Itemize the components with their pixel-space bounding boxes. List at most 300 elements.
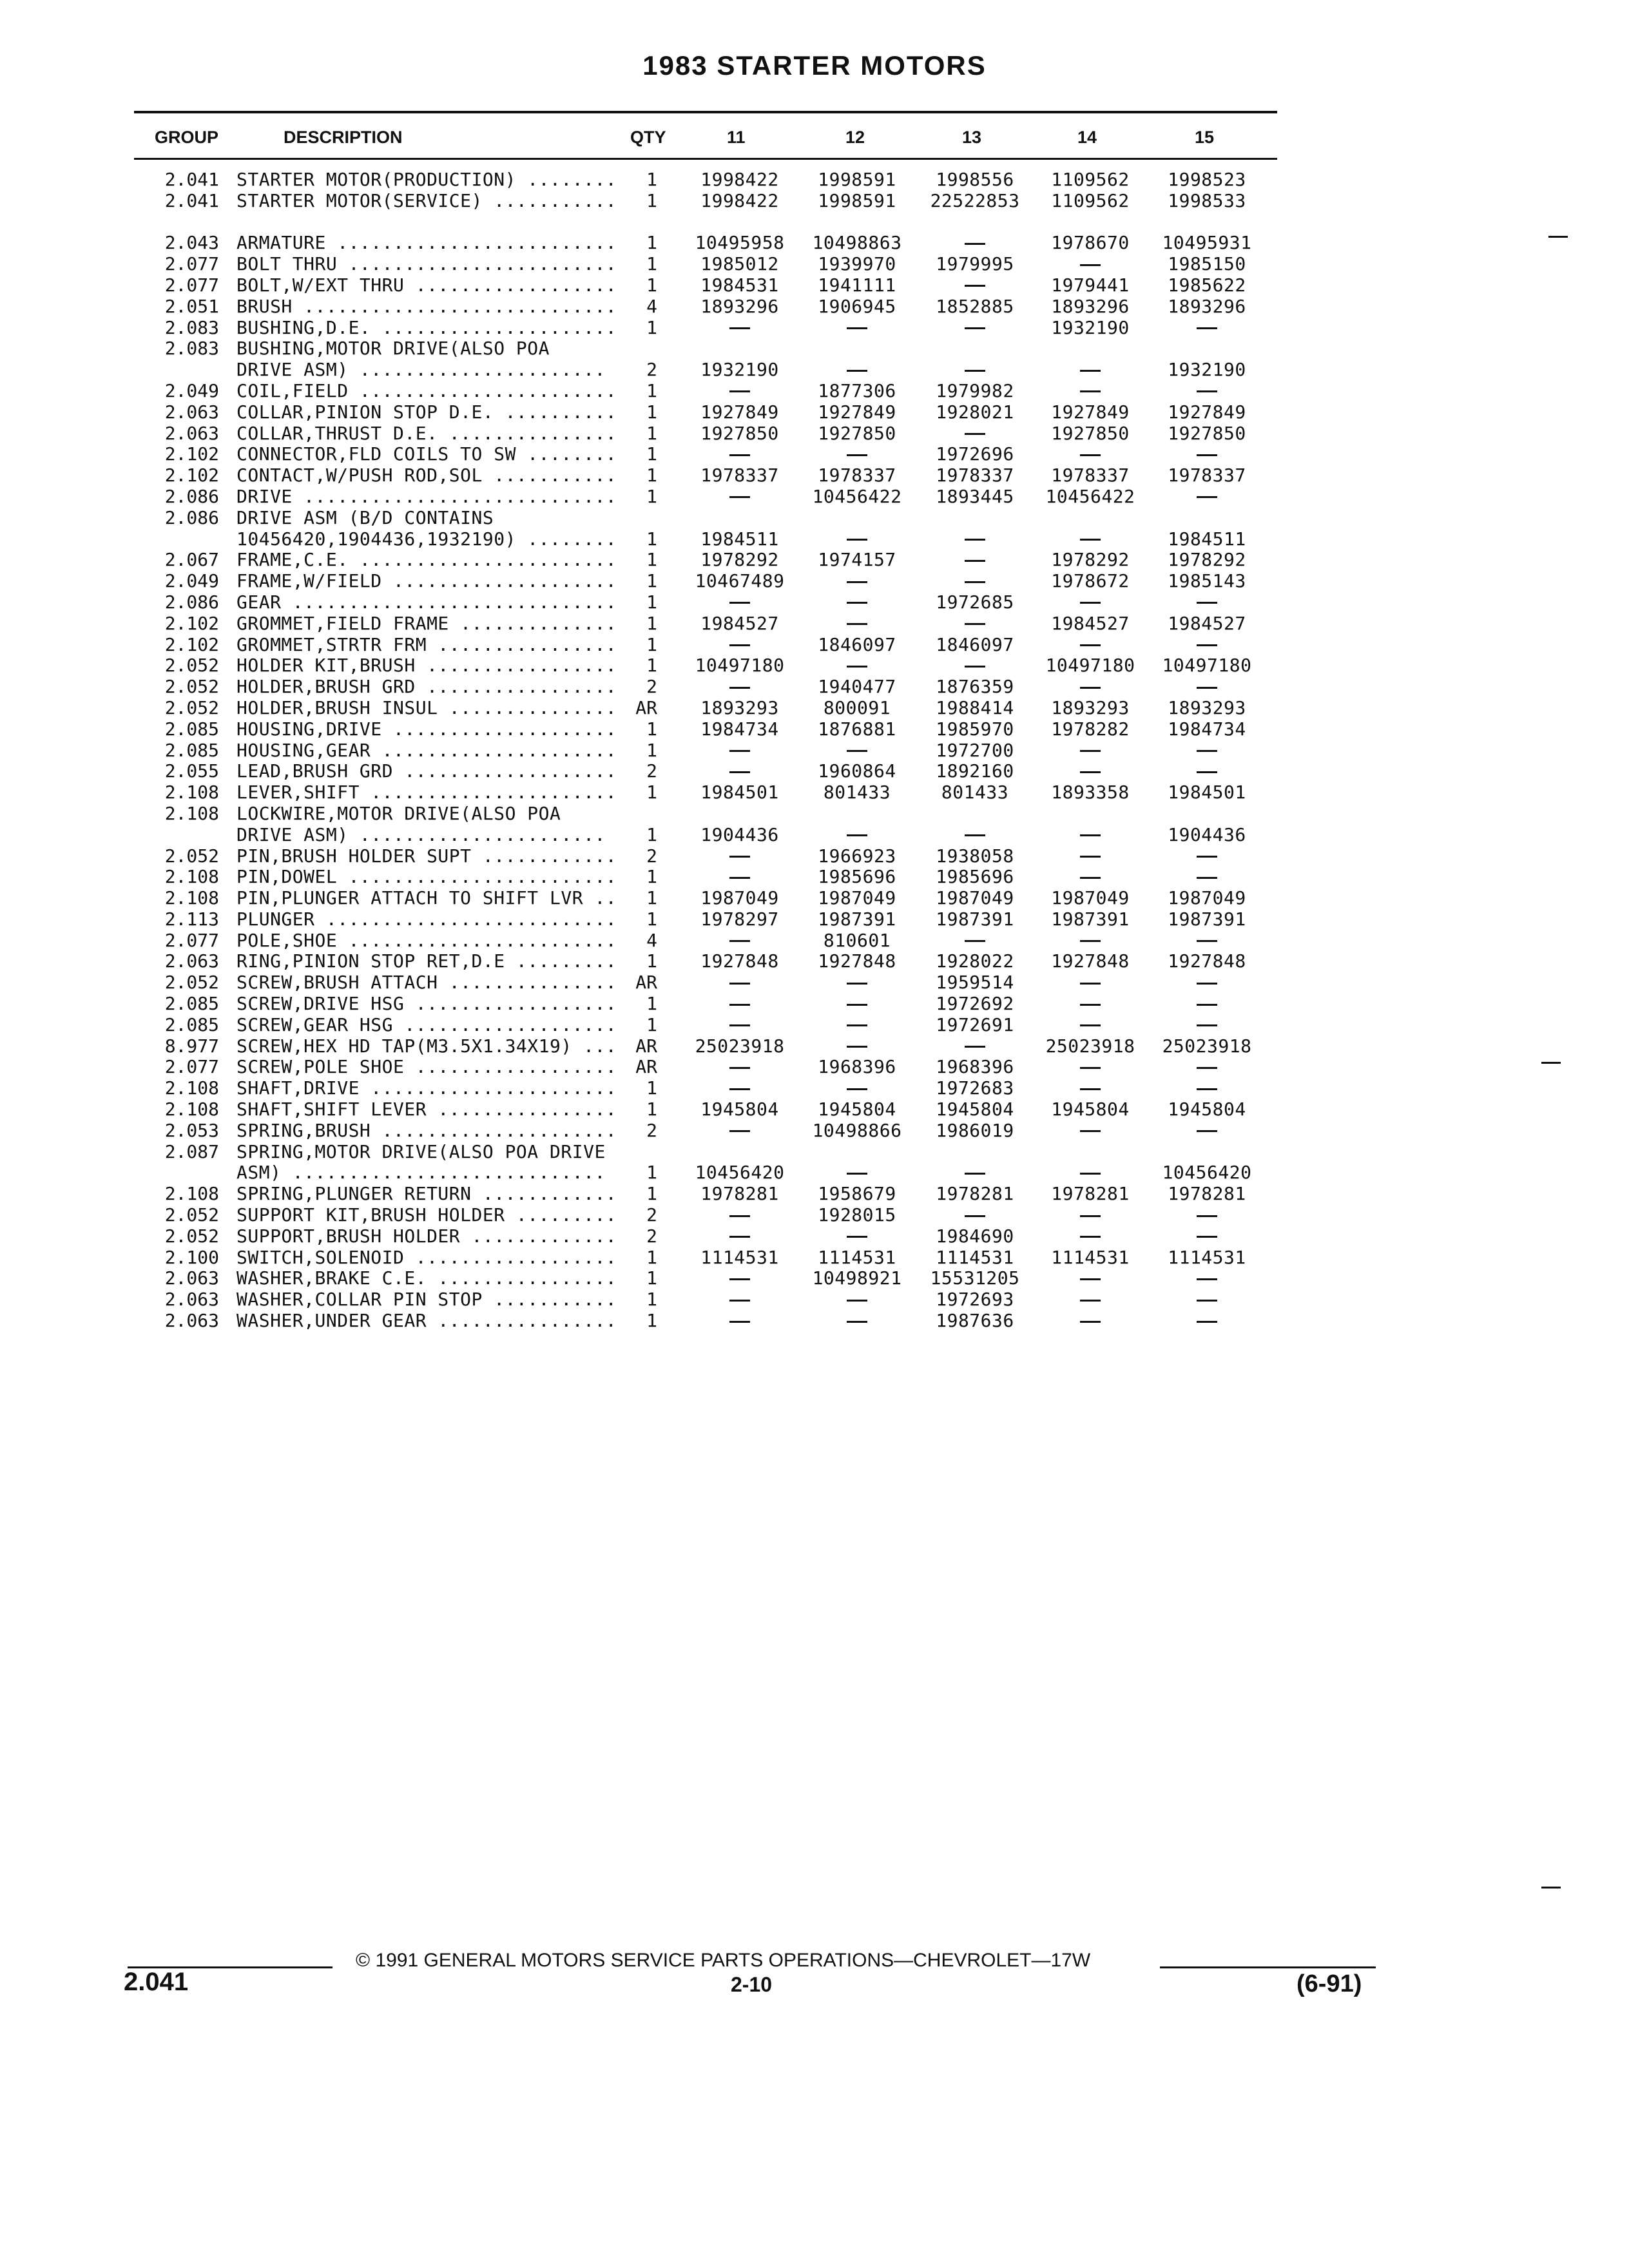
not-applicable-dash xyxy=(679,318,801,339)
dash-mark xyxy=(729,687,750,689)
header-model-14: 14 xyxy=(1077,128,1097,147)
part-number-cell: 1927849 xyxy=(700,401,779,423)
qty-cell: 1 xyxy=(646,908,657,930)
table-row xyxy=(0,1184,1629,1205)
part-number-cell: 1985012 xyxy=(700,253,779,275)
footer-section: 2.041 xyxy=(124,1968,189,1996)
dash-mark xyxy=(1080,750,1101,752)
not-applicable-dash xyxy=(914,1162,1036,1184)
not-applicable-dash xyxy=(679,972,801,994)
dash-mark xyxy=(1197,983,1217,985)
dash-mark xyxy=(965,581,985,583)
not-applicable-dash xyxy=(679,1120,801,1142)
part-number-cell: 10467489 xyxy=(695,570,785,592)
not-applicable-dash xyxy=(1029,867,1152,888)
table-row xyxy=(0,338,1629,360)
description-cell: PIN,PLUNGER ATTACH TO SHIFT LVR .. xyxy=(236,887,617,909)
qty-cell: 1 xyxy=(646,169,657,190)
dash-mark xyxy=(965,940,985,942)
not-applicable-dash xyxy=(1029,846,1152,867)
dash-mark xyxy=(847,834,867,836)
part-number-cell: 10497180 xyxy=(695,655,785,677)
not-applicable-dash xyxy=(1029,1078,1152,1099)
part-number-cell: 1987049 xyxy=(1168,887,1246,909)
group-cell: 2.100 xyxy=(164,1246,219,1268)
not-applicable-dash xyxy=(914,318,1036,339)
dash-mark xyxy=(729,1130,750,1132)
header-model-15: 15 xyxy=(1195,128,1215,147)
dash-mark xyxy=(729,1215,750,1217)
part-number-cell: 801433 xyxy=(941,782,1009,803)
qty-cell: 1 xyxy=(646,422,657,444)
table-row xyxy=(0,275,1629,296)
group-cell: 2.063 xyxy=(164,950,219,972)
description-cell: PIN,BRUSH HOLDER SUPT ............ xyxy=(236,845,617,867)
not-applicable-dash xyxy=(914,1036,1036,1057)
table-row xyxy=(0,613,1629,635)
dash-mark xyxy=(729,327,750,329)
part-number-cell: 1987391 xyxy=(936,908,1014,930)
description-cell: WASHER,COLLAR PIN STOP ........... xyxy=(236,1289,617,1311)
not-applicable-dash xyxy=(679,1015,801,1036)
part-number-cell: 1978282 xyxy=(1051,718,1130,740)
part-number-cell: 1892160 xyxy=(936,760,1014,782)
group-cell: 2.063 xyxy=(164,1310,219,1332)
part-number-cell: 1945804 xyxy=(1051,1099,1130,1120)
not-applicable-dash xyxy=(679,1226,801,1247)
table-row xyxy=(0,698,1629,719)
not-applicable-dash xyxy=(679,486,801,508)
part-number-cell: 1928015 xyxy=(818,1204,896,1226)
page-title: 1983 STARTER MOTORS xyxy=(642,50,987,81)
part-number-cell: 1978292 xyxy=(1168,549,1246,571)
not-applicable-dash xyxy=(1029,381,1152,402)
header-description: DESCRIPTION xyxy=(284,128,403,147)
group-cell: 2.063 xyxy=(164,401,219,423)
part-number-cell: 1984527 xyxy=(1168,612,1246,634)
description-cell: COLLAR,THRUST D.E. ............... xyxy=(236,422,617,444)
dash-mark xyxy=(1080,1300,1101,1302)
not-applicable-dash xyxy=(796,972,918,994)
group-cell: 2.049 xyxy=(164,380,219,401)
description-cell: LEVER,SHIFT ...................... xyxy=(236,782,617,803)
not-applicable-dash xyxy=(1146,677,1268,698)
dash-mark xyxy=(1080,1130,1101,1132)
part-number-cell: 1978337 xyxy=(1051,465,1130,486)
not-applicable-dash xyxy=(679,867,801,888)
part-number-cell: 1927850 xyxy=(818,422,896,444)
not-applicable-dash xyxy=(796,1289,918,1311)
top-rule xyxy=(134,111,1277,113)
header-model-13: 13 xyxy=(962,128,982,147)
description-cell: CONNECTOR,FLD COILS TO SW ........ xyxy=(236,443,617,465)
not-applicable-dash xyxy=(1146,444,1268,465)
part-number-cell: 1938058 xyxy=(936,845,1014,867)
part-number-cell: 1893293 xyxy=(700,697,779,718)
table-row xyxy=(0,972,1629,994)
dash-mark xyxy=(729,644,750,646)
qty-cell: 1 xyxy=(646,782,657,803)
part-number-cell: 1945804 xyxy=(818,1099,896,1120)
description-cell: SWITCH,SOLENOID .................. xyxy=(236,1246,617,1268)
dash-mark xyxy=(965,1173,985,1175)
qty-cell: 1 xyxy=(646,1099,657,1120)
part-number-cell: 1972685 xyxy=(936,591,1014,613)
not-applicable-dash xyxy=(1146,1311,1268,1332)
description-cell: FRAME,W/FIELD .................... xyxy=(236,570,617,592)
part-number-cell: 1984501 xyxy=(1168,782,1246,803)
description-cell: DRIVE ASM) ...................... xyxy=(236,823,606,845)
group-cell: 2.063 xyxy=(164,422,219,444)
part-number-cell: 1985970 xyxy=(936,718,1014,740)
dash-mark xyxy=(729,602,750,604)
not-applicable-dash xyxy=(679,444,801,465)
table-row xyxy=(0,1078,1629,1099)
part-number-cell: 1904436 xyxy=(1168,823,1246,845)
not-applicable-dash xyxy=(1146,1205,1268,1226)
part-number-cell: 1978281 xyxy=(700,1183,779,1205)
part-number-cell: 1972693 xyxy=(936,1289,1014,1311)
description-cell: 10456420,1904436,1932190) ........ xyxy=(236,528,617,550)
not-applicable-dash xyxy=(796,1162,918,1184)
qty-cell: 1 xyxy=(646,528,657,550)
group-cell: 2.108 xyxy=(164,887,219,909)
part-number-cell: 1985150 xyxy=(1168,253,1246,275)
dash-mark xyxy=(1197,771,1217,773)
qty-cell: 1 xyxy=(646,1183,657,1205)
dash-mark xyxy=(847,623,867,625)
margin-mark xyxy=(1541,1062,1561,1064)
table-row xyxy=(0,318,1629,339)
part-number-cell: 1928022 xyxy=(936,950,1014,972)
part-number-cell: 1998556 xyxy=(936,169,1014,190)
header-rule xyxy=(134,158,1277,160)
table-row xyxy=(0,1226,1629,1247)
dash-mark xyxy=(1197,644,1217,646)
description-cell: SHAFT,SHIFT LEVER ................ xyxy=(236,1099,617,1120)
qty-cell: 1 xyxy=(646,591,657,613)
not-applicable-dash xyxy=(1146,1268,1268,1289)
group-cell: 2.063 xyxy=(164,1267,219,1289)
group-cell: 2.085 xyxy=(164,1014,219,1035)
part-number-cell: 1987391 xyxy=(818,908,896,930)
part-number-cell: 1978292 xyxy=(700,549,779,571)
part-number-cell: 1927849 xyxy=(1051,401,1130,423)
not-applicable-dash xyxy=(796,592,918,613)
part-number-cell: 801433 xyxy=(823,782,891,803)
dash-mark xyxy=(1080,539,1101,541)
part-number-cell: 1987049 xyxy=(818,887,896,909)
part-number-cell: 1987391 xyxy=(1051,908,1130,930)
not-applicable-dash xyxy=(1029,444,1152,465)
dash-mark xyxy=(1080,1278,1101,1280)
not-applicable-dash xyxy=(914,360,1036,381)
table-row xyxy=(0,867,1629,888)
part-number-cell: 1984531 xyxy=(700,274,779,296)
dash-mark xyxy=(1197,1236,1217,1238)
dash-mark xyxy=(847,1173,867,1175)
part-number-cell: 1932190 xyxy=(1051,316,1130,338)
group-cell: 2.052 xyxy=(164,1225,219,1247)
group-cell: 2.102 xyxy=(164,633,219,655)
group-cell: 2.083 xyxy=(164,316,219,338)
not-applicable-dash xyxy=(1146,1078,1268,1099)
not-applicable-dash xyxy=(914,571,1036,592)
part-number-cell: 1893296 xyxy=(700,295,779,317)
not-applicable-dash xyxy=(796,1036,918,1057)
part-number-cell: 1972700 xyxy=(936,739,1014,761)
dash-mark xyxy=(729,1004,750,1006)
qty-cell: 2 xyxy=(646,359,657,381)
part-number-cell: 1979982 xyxy=(936,380,1014,401)
not-applicable-dash xyxy=(679,1268,801,1289)
part-number-cell: 810601 xyxy=(823,929,891,951)
qty-cell: 2 xyxy=(646,1204,657,1226)
dash-mark xyxy=(1197,687,1217,689)
part-number-cell: 1984527 xyxy=(1051,612,1130,634)
dash-mark xyxy=(965,433,985,435)
group-cell: 2.102 xyxy=(164,465,219,486)
not-applicable-dash xyxy=(796,1311,918,1332)
group-cell: 2.051 xyxy=(164,295,219,317)
not-applicable-dash xyxy=(1029,529,1152,550)
part-number-cell: 1960864 xyxy=(818,760,896,782)
part-number-cell: 15531205 xyxy=(930,1267,1020,1289)
part-number-cell: 1979995 xyxy=(936,253,1014,275)
dash-mark xyxy=(847,581,867,583)
not-applicable-dash xyxy=(914,550,1036,571)
not-applicable-dash xyxy=(1029,592,1152,613)
not-applicable-dash xyxy=(1029,740,1152,762)
description-cell: LOCKWIRE,MOTOR DRIVE(ALSO POA xyxy=(236,802,561,824)
part-number-cell: 1114531 xyxy=(1051,1246,1130,1268)
part-number-cell: 1927849 xyxy=(1168,401,1246,423)
description-cell: RING,PINION STOP RET,D.E ......... xyxy=(236,950,617,972)
part-number-cell: 1978297 xyxy=(700,908,779,930)
not-applicable-dash xyxy=(679,846,801,867)
part-number-cell: 25023918 xyxy=(1045,1035,1135,1057)
table-row xyxy=(0,951,1629,972)
table-row xyxy=(0,846,1629,867)
dash-mark xyxy=(965,285,985,287)
part-number-cell: 1978281 xyxy=(1051,1183,1130,1205)
part-number-cell: 10498921 xyxy=(812,1267,902,1289)
dash-mark xyxy=(729,771,750,773)
qty-cell: 1 xyxy=(646,633,657,655)
part-number-cell: 1846097 xyxy=(818,633,896,655)
part-number-cell: 1998422 xyxy=(700,189,779,211)
part-number-cell: 1978281 xyxy=(936,1183,1014,1205)
qty-cell: AR xyxy=(635,972,657,994)
dash-mark xyxy=(1197,1004,1217,1006)
qty-cell: 1 xyxy=(646,950,657,972)
group-cell: 2.085 xyxy=(164,718,219,740)
dash-mark xyxy=(847,1300,867,1302)
qty-cell: 1 xyxy=(646,1310,657,1332)
group-cell: 2.041 xyxy=(164,189,219,211)
group-cell: 2.043 xyxy=(164,232,219,254)
part-number-cell: 1945804 xyxy=(1168,1099,1246,1120)
dash-mark xyxy=(729,1321,750,1323)
dash-mark xyxy=(847,666,867,668)
part-number-cell: 1877306 xyxy=(818,380,896,401)
not-applicable-dash xyxy=(1029,254,1152,275)
qty-cell: 1 xyxy=(646,887,657,909)
group-cell: 2.108 xyxy=(164,1099,219,1120)
footer-page-number: 2-10 xyxy=(731,1973,773,1996)
group-cell: 2.077 xyxy=(164,274,219,296)
footer-copyright: © 1991 GENERAL MOTORS SERVICE PARTS OPERATIONS—CHEVROLET—17W xyxy=(356,1950,1091,1971)
part-number-cell: 1927849 xyxy=(818,401,896,423)
table-row xyxy=(0,550,1629,571)
part-number-cell: 1984690 xyxy=(936,1225,1014,1247)
part-number-cell: 1893296 xyxy=(1051,295,1130,317)
group-cell: 2.108 xyxy=(164,866,219,888)
table-row xyxy=(0,254,1629,275)
part-number-cell: 1893293 xyxy=(1168,697,1246,718)
qty-cell: 1 xyxy=(646,823,657,845)
dash-mark xyxy=(1080,370,1101,372)
description-cell: SCREW,BRUSH ATTACH ............... xyxy=(236,972,617,994)
part-number-cell: 10456422 xyxy=(1045,485,1135,507)
dash-mark xyxy=(1080,1067,1101,1069)
not-applicable-dash xyxy=(679,381,801,402)
description-cell: GROMMET,FIELD FRAME .............. xyxy=(236,612,617,634)
dash-mark xyxy=(729,750,750,752)
group-cell: 2.052 xyxy=(164,972,219,994)
part-number-cell: 1998533 xyxy=(1168,189,1246,211)
qty-cell: 2 xyxy=(646,1225,657,1247)
table-row xyxy=(0,571,1629,592)
dash-mark xyxy=(1080,264,1101,266)
description-cell: SCREW,GEAR HSG ................... xyxy=(236,1014,617,1035)
table-row xyxy=(0,825,1629,846)
not-applicable-dash xyxy=(796,529,918,550)
part-number-cell: 1893293 xyxy=(1051,697,1130,718)
dash-mark xyxy=(965,666,985,668)
description-cell: SUPPORT KIT,BRUSH HOLDER ......... xyxy=(236,1204,617,1226)
qty-cell: 1 xyxy=(646,1267,657,1289)
not-applicable-dash xyxy=(1029,1205,1152,1226)
not-applicable-dash xyxy=(796,1226,918,1247)
table-row xyxy=(0,1289,1629,1311)
dash-mark xyxy=(729,1300,750,1302)
description-cell: DRIVE ............................ xyxy=(236,485,617,507)
part-number-cell: 22522853 xyxy=(930,189,1020,211)
not-applicable-dash xyxy=(796,825,918,846)
not-applicable-dash xyxy=(796,571,918,592)
table-row xyxy=(0,465,1629,486)
dash-mark xyxy=(1080,454,1101,456)
header-qty: QTY xyxy=(630,128,666,147)
description-cell: DRIVE ASM (B/D CONTAINS xyxy=(236,506,494,528)
header-model-12: 12 xyxy=(845,128,865,147)
dash-mark xyxy=(1080,1024,1101,1026)
part-number-cell: 1852885 xyxy=(936,295,1014,317)
dash-mark xyxy=(729,1024,750,1026)
table-row xyxy=(0,740,1629,762)
dash-mark xyxy=(965,327,985,329)
not-applicable-dash xyxy=(796,994,918,1015)
table-row xyxy=(0,592,1629,613)
part-number-cell: 1984511 xyxy=(700,528,779,550)
dash-mark xyxy=(1197,1130,1217,1132)
group-cell: 2.052 xyxy=(164,676,219,698)
part-number-cell: 1984527 xyxy=(700,612,779,634)
dash-mark xyxy=(1197,496,1217,498)
description-cell: ASM) ............................ xyxy=(236,1162,606,1184)
group-cell: 2.086 xyxy=(164,591,219,613)
group-cell: 8.977 xyxy=(164,1035,219,1057)
group-cell: 2.083 xyxy=(164,338,219,360)
not-applicable-dash xyxy=(1146,846,1268,867)
group-cell: 2.052 xyxy=(164,1204,219,1226)
header-group: GROUP xyxy=(155,128,219,147)
part-number-cell: 1978670 xyxy=(1051,232,1130,254)
part-number-cell: 1114531 xyxy=(700,1246,779,1268)
description-cell: COLLAR,PINION STOP D.E. .......... xyxy=(236,401,617,423)
description-cell: SUPPORT,BRUSH HOLDER ............. xyxy=(236,1225,617,1247)
not-applicable-dash xyxy=(1146,930,1268,952)
dash-mark xyxy=(729,496,750,498)
part-number-cell: 1906945 xyxy=(818,295,896,317)
qty-cell: 1 xyxy=(646,1246,657,1268)
dash-mark xyxy=(965,1215,985,1217)
not-applicable-dash xyxy=(1146,867,1268,888)
not-applicable-dash xyxy=(679,930,801,952)
table-row xyxy=(0,381,1629,402)
group-cell: 2.108 xyxy=(164,782,219,803)
qty-cell: 1 xyxy=(646,401,657,423)
dash-mark xyxy=(729,1236,750,1238)
not-applicable-dash xyxy=(914,423,1036,445)
not-applicable-dash xyxy=(914,275,1036,296)
not-applicable-dash xyxy=(1146,1015,1268,1036)
part-number-cell: 1939970 xyxy=(818,253,896,275)
qty-cell: 1 xyxy=(646,1289,657,1311)
group-cell: 2.055 xyxy=(164,760,219,782)
margin-mark xyxy=(1541,1887,1561,1888)
part-number-cell: 1941111 xyxy=(818,274,896,296)
description-cell: SPRING,MOTOR DRIVE(ALSO POA DRIVE xyxy=(236,1140,606,1162)
description-cell: BUSHING,D.E. ..................... xyxy=(236,316,617,338)
not-applicable-dash xyxy=(796,318,918,339)
table-row xyxy=(0,1205,1629,1226)
dash-mark xyxy=(847,327,867,329)
qty-cell: 2 xyxy=(646,760,657,782)
footer-date: (6-91) xyxy=(1296,1970,1362,1997)
description-cell: POLE,SHOE ........................ xyxy=(236,929,617,951)
dash-mark xyxy=(729,454,750,456)
dash-mark xyxy=(729,1278,750,1280)
qty-cell: 1 xyxy=(646,1077,657,1099)
not-applicable-dash xyxy=(1029,360,1152,381)
dash-mark xyxy=(1080,877,1101,879)
dash-mark xyxy=(847,983,867,985)
not-applicable-dash xyxy=(1029,1162,1152,1184)
description-cell: COIL,FIELD ....................... xyxy=(236,380,617,401)
table-row xyxy=(0,423,1629,445)
dash-mark xyxy=(1197,602,1217,604)
dash-mark xyxy=(1080,856,1101,858)
not-applicable-dash xyxy=(1029,677,1152,698)
qty-cell: 4 xyxy=(646,929,657,951)
part-number-cell: 1968396 xyxy=(936,1056,1014,1078)
part-number-cell: 1846097 xyxy=(936,633,1014,655)
qty-cell: AR xyxy=(635,697,657,718)
part-number-cell: 1998523 xyxy=(1168,169,1246,190)
dash-mark xyxy=(847,454,867,456)
